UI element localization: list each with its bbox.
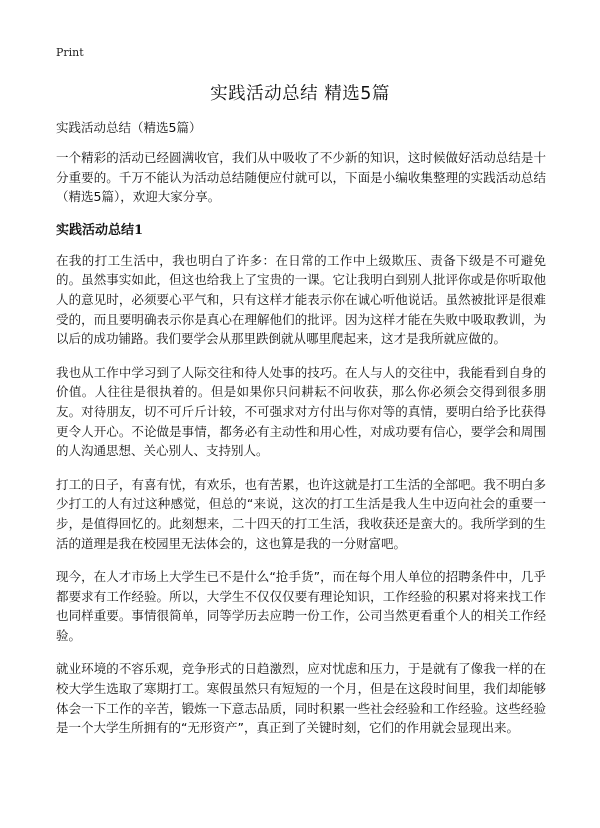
print-link[interactable]: Print [56, 46, 84, 59]
intro-paragraph: 一个精彩的活动已经圆满收官，我们从中吸收了不少新的知识，这时候做好活动总结是十分重要的。千万不能认为活动总结随便应付就可以，下面是小编收集整理的实践活动总结（精选5篇），欢迎大家分享。 [56, 150, 546, 205]
document-subtitle: 实践活动总结（精选5篇） [56, 120, 202, 135]
body-paragraph-4: 现今，在人才市场上大学生已不是什么“抢手货”，而在每个用人单位的招聘条件中，几乎都要求有工作经验。所以，大学生不仅仅仅要有理论知识，工作经验的积累对将来找工作也同样重要。事情很简单，同等学历去应聘一份工作，公司当然更看重个人的相关工作经验。 [56, 569, 546, 643]
body-paragraph-2: 我也从工作中学习到了人际交往和待人处事的技巧。在人与人的交往中，我能看到自身的价值。人往往是很执着的。但是如果你只问耕耘不问收获，那么你必须会交得到很多朋友。对待朋友，切不可斤斤计较，不可强求对方付出与你对等的真情，要明白给予比获得更令人开心。不论做是事情，都务必有主动性和用心性，对成功要有信心，要学会和周围的人沟通思想、关心别人、支持别人。 [56, 364, 546, 459]
body-paragraph-1: 在我的打工生活中，我也明白了许多：在日常的工作中上级欺压、责备下级是不可避免的。虽然事实如此，但这也给我上了宝贵的一课。它让我明白到别人批评你或是你听取他人的意见时，必须要心平气和，只有这样才能表示你在诚心听他说话。虽然被批评是很难受的，而且要明确表示你是真心在理解他们的批评。因为这样才能在失败中吸取教训，为以后的成功铺路。我们要学会从那里跌倒就从哪里爬起来，这才是我所就应做的。 [56, 252, 546, 347]
page-title: 实践活动总结 精选5篇 [210, 84, 390, 104]
body-paragraph-5: 就业环境的不容乐观，竞争形式的日趋激烈，应对忧虑和压力，于是就有了像我一样的在校大学生选取了寒期打工。寒假虽然只有短短的一个月，但是在这段时间里，我们却能够体会一下工作的辛苦，锻炼一下意志品质，同时积累一些社会经验和工作经验。这些经验是一个大学生所拥有的“无形资产”，真正到了关键时刻，它们的作用就会显现出来。 [56, 661, 546, 736]
section-heading: 实践活动总结1 [56, 222, 144, 238]
document-body [56, 118, 546, 752]
body-paragraph-3: 打工的日子，有喜有忧，有欢乐，也有苦累，也许这就是打工生活的全部吧。我不明白多少打工的人有过这种感觉，但总的“来说，这次的打工生活是我人生中迈向社会的重要一步，是值得回忆的。此刻想来，二十四天的打工生活，我收获还是蛮大的。我所学到的生活的道理是我在校园里无法体会的，这也算是我的一分财富吧。 [56, 476, 546, 551]
